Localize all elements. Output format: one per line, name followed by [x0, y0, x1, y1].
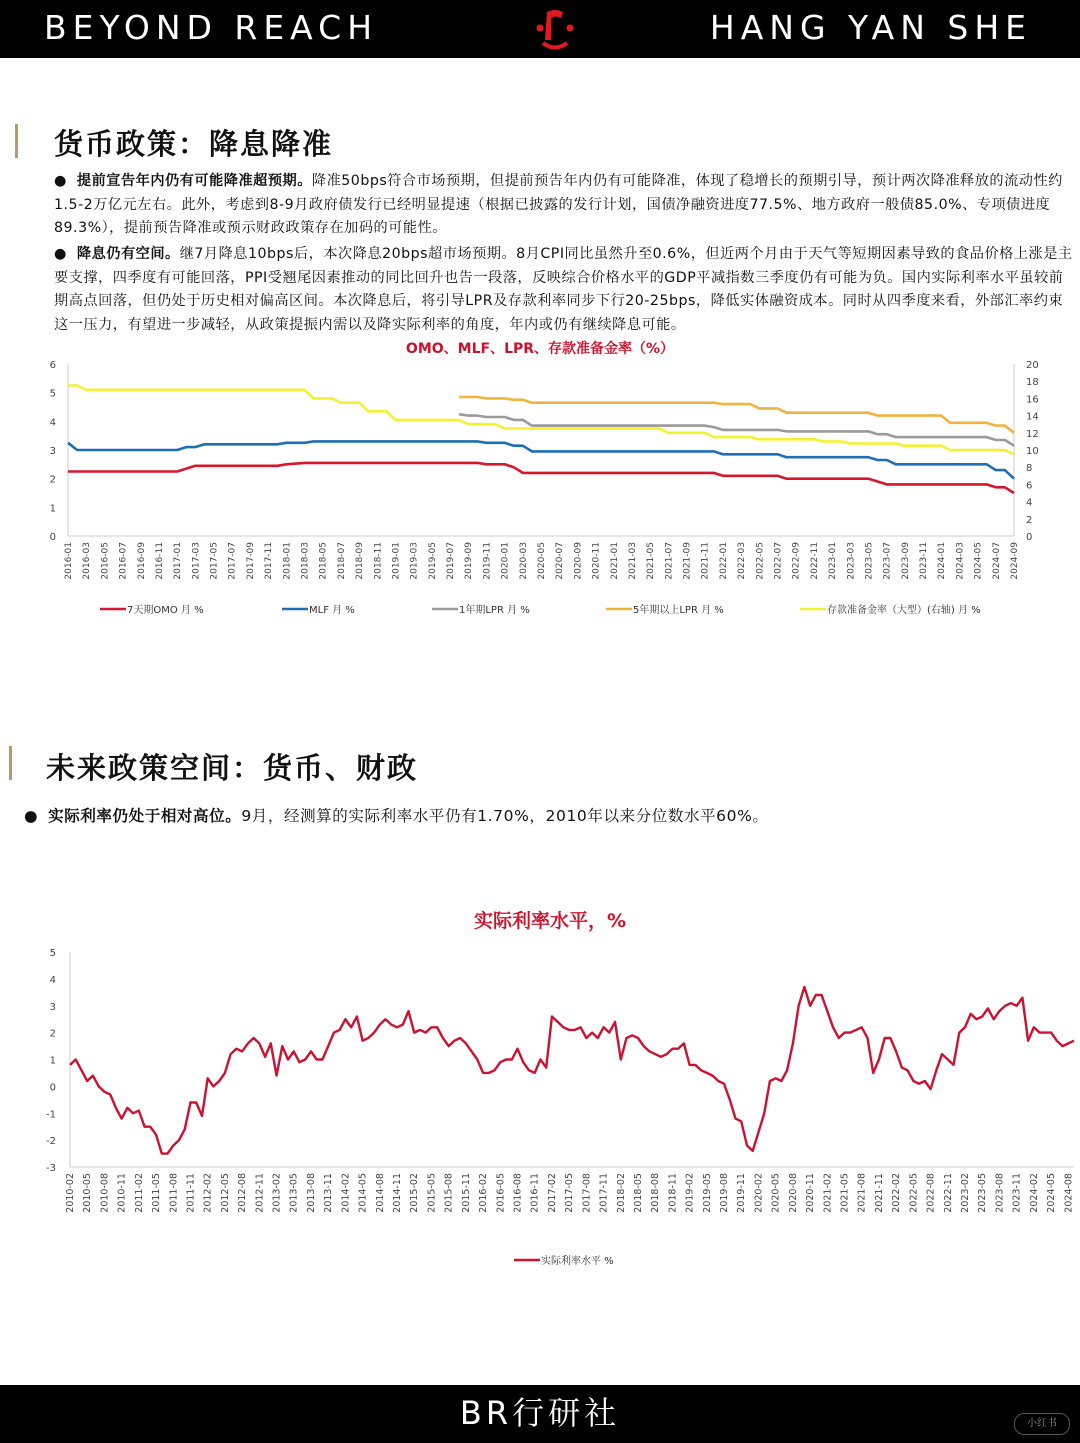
chart2-ytick-label: 2 [49, 1028, 56, 1040]
chart1-xtick-label: 2016-07 [118, 542, 129, 580]
section2-p-body: 9月，经测算的实际利率水平仍有1.70%，2010年以来分位数水平60%。 [241, 807, 769, 825]
chart2-xtick-label: 2013-11 [323, 1173, 335, 1213]
chart1-y2tick-label: 8 [1026, 463, 1033, 475]
chart2-xtick-label: 2018-11 [667, 1173, 679, 1213]
section1-paragraph-2 [54, 243, 1076, 337]
chart2-xtick-label: 2010-11 [116, 1173, 128, 1213]
chart2-xtick-label: 2010-08 [99, 1173, 111, 1213]
chart2-xtick-label: 2019-05 [701, 1173, 713, 1213]
chart1-xtick-label: 2018-03 [300, 542, 311, 580]
chart1-xtick-label: 2020-11 [591, 542, 602, 580]
chart2-xtick-label: 2012-11 [254, 1173, 266, 1213]
chart2-xtick-label: 2017-05 [564, 1173, 576, 1213]
chart1-xtick-label: 2020-07 [555, 542, 566, 580]
chart1-y2tick-label: 2 [1026, 514, 1033, 526]
section-title-accent [9, 746, 12, 780]
chart1-xtick-label: 2024-05 [973, 542, 984, 580]
section1-title: 货币政策：降息降准 [54, 127, 334, 161]
section1-p1-lead: 提前宣告年内仍有可能降准超预期。 [76, 173, 312, 189]
brand-left: BEYOND REACH [44, 8, 379, 47]
chart1-xtick-label: 2023-09 [900, 542, 911, 580]
chart2-xtick-label: 2011-11 [185, 1173, 197, 1213]
chart1-xtick-label: 2016-11 [154, 542, 165, 580]
chart2-ytick-label: 5 [49, 948, 56, 959]
chart2-xtick-label: 2022-02 [891, 1173, 903, 1213]
chart2-xtick-label: 2013-05 [288, 1173, 300, 1213]
chart1-y2tick-label: 10 [1026, 446, 1039, 457]
chart1-legend-label: 7天期OMO 月 % [127, 605, 204, 616]
footer-text: BR行研社 [459, 1394, 621, 1432]
chart1-xtick-label: 2019-05 [427, 542, 438, 580]
chart1-xtick-label: 2017-07 [227, 542, 238, 580]
chart2-xtick-label: 2015-05 [426, 1173, 438, 1213]
section1-p2-body: 继7月降息10bps后，本次降息20bps超市场预期。8月CPI同比虽然升至0.6%，但近两个月由于天气等短期因素导致的食品价格上涨是主要支撑，四季度有可能回落，PPI受翘尾因素推动的同比回升也告一段落，反映综合价格水平的GDP平减指数三季度仍有可能为负。国内实际利率水平虽较前期高点回落，但仍处于历史相对偏高区间。本次降息后，将引导LPR及存款利率同步下行20-25bps，降低实体融资成本。同时从四季度来看，外部汇率约束这一压力，有望进一步减轻，从政策提振内需以及降实际利率的角度，年内或仍有继续降息可能。 [54, 246, 1073, 333]
chart2-xtick-label: 2024-02 [1028, 1173, 1040, 1213]
chart1-policy-rates [0, 352, 1080, 627]
chart1-xtick-label: 2022-11 [809, 542, 820, 580]
chart2-real-rate [0, 940, 1080, 1280]
chart2-xtick-label: 2014-02 [340, 1173, 352, 1213]
chart1-xtick-label: 2022-01 [718, 542, 729, 580]
chart1-xtick-label: 2018-11 [373, 542, 384, 580]
chart1-ytick-label: 1 [49, 503, 56, 515]
chart2-ytick-label: 1 [49, 1055, 56, 1067]
chart1-xtick-label: 2019-09 [464, 542, 475, 580]
chart1-xtick-label: 2023-03 [846, 542, 857, 580]
chart1-xtick-label: 2023-07 [882, 542, 893, 580]
chart1-xtick-label: 2021-05 [646, 542, 657, 580]
chart2-xtick-label: 2024-05 [1046, 1173, 1058, 1213]
chart2-xtick-label: 2020-08 [787, 1173, 799, 1213]
chart1-xtick-label: 2018-09 [355, 542, 366, 580]
chart2-xtick-label: 2010-05 [82, 1173, 94, 1213]
chart1-xtick-label: 2017-01 [173, 542, 184, 580]
chart1-title: OMO、MLF、LPR、存款准备金率（%） [405, 341, 675, 357]
chart2-xtick-label: 2014-08 [374, 1173, 386, 1213]
chart2-ytick-label: 3 [49, 1001, 56, 1013]
chart2-xtick-label: 2014-11 [392, 1173, 404, 1213]
chart2-xtick-label: 2016-08 [512, 1173, 524, 1213]
chart1-legend-label: 1年期LPR 月 % [459, 605, 530, 616]
chart1-xtick-label: 2018-01 [282, 542, 293, 580]
chart2-xtick-label: 2023-05 [977, 1173, 989, 1213]
chart2-xtick-label: 2015-02 [409, 1173, 421, 1213]
chart2-xtick-label: 2016-11 [529, 1173, 541, 1213]
bullet-icon: ● [54, 173, 67, 189]
watermark-badge: 小红书 [1014, 1413, 1070, 1435]
chart1-legend-label: 5年期以上LPR 月 % [633, 605, 724, 616]
section1-paragraph-1 [54, 170, 1076, 241]
chart1-xtick-label: 2022-09 [791, 542, 802, 580]
chart2-xtick-label: 2013-02 [271, 1173, 283, 1213]
chart1-y2tick-label: 20 [1026, 360, 1039, 371]
chart1-y2tick-label: 4 [1026, 497, 1033, 509]
chart1-y2tick-label: 16 [1026, 394, 1039, 406]
chart1-xtick-label: 2024-09 [1010, 542, 1020, 580]
chart2-xtick-label: 2015-08 [443, 1173, 455, 1213]
chart1-ytick-label: 4 [49, 417, 56, 429]
section1-p1-body: 降准50bps符合市场预期，但提前预告年内仍有可能降准，体现了稳增长的预期引导，预计两次降准释放的流动性约1.5-2万亿元左右。此外，考虑到8-9月政府债发行已经明显提速（根据已披露的发行计划，国债净融资进度77.5%、地方政府一般债85.0%、专项债进度89.3%），提前预告降准或预示财政政策存在加码的可能性。 [54, 173, 1063, 236]
chart2-ytick-label: -3 [46, 1163, 56, 1174]
chart2-xtick-label: 2010-02 [65, 1173, 76, 1213]
chart1-ytick-label: 0 [49, 532, 56, 543]
chart1-xtick-label: 2020-03 [518, 542, 529, 580]
chart2-xtick-label: 2016-05 [495, 1173, 507, 1213]
chart2-xtick-label: 2011-08 [168, 1173, 180, 1213]
chart2-xtick-label: 2021-05 [839, 1173, 851, 1213]
section1-p2-lead: 降息仍有空间。 [76, 246, 180, 262]
chart1-series-line-2 [459, 414, 1014, 446]
chart1-xtick-label: 2024-07 [991, 541, 1002, 580]
chart1-y2tick-label: 0 [1026, 532, 1033, 543]
chart2-xtick-label: 2020-05 [770, 1173, 782, 1213]
chart1-xtick-label: 2016-09 [136, 542, 147, 580]
chart1-xtick-label: 2022-05 [755, 542, 766, 580]
chart1-legend-label: 存款准备金率（大型）(右轴) 月 % [827, 605, 981, 616]
chart1-xtick-label: 2019-07 [446, 542, 457, 580]
chart2-xtick-label: 2011-02 [133, 1173, 145, 1213]
chart2-xtick-label: 2023-02 [959, 1173, 971, 1213]
chart1-y2tick-label: 6 [1026, 480, 1033, 492]
chart1-ytick-label: 3 [49, 446, 56, 457]
chart1-xtick-label: 2019-01 [391, 542, 402, 580]
chart1-legend-label: MLF 月 % [309, 605, 355, 616]
chart1-xtick-label: 2021-07 [664, 542, 675, 580]
chart2-legend-label: 实际利率水平 % [541, 1256, 614, 1267]
chart2-series-line [70, 987, 1074, 1154]
bullet-icon: ● [24, 807, 39, 825]
chart2-xtick-label: 2016-02 [478, 1173, 490, 1213]
chart2-xtick-label: 2020-11 [805, 1173, 817, 1213]
chart1-xtick-label: 2019-03 [409, 542, 420, 580]
section2-p-lead: 实际利率仍处于相对高位。 [48, 807, 242, 825]
chart2-xtick-label: 2023-11 [1011, 1173, 1023, 1213]
chart1-xtick-label: 2022-07 [773, 542, 784, 580]
chart2-xtick-label: 2022-08 [925, 1173, 937, 1213]
chart2-xtick-label: 2018-02 [615, 1173, 627, 1213]
chart1-y2tick-label: 14 [1026, 411, 1039, 423]
chart1-xtick-label: 2019-11 [482, 542, 493, 580]
section-title-accent [15, 124, 18, 158]
chart1-xtick-label: 2020-01 [500, 542, 511, 580]
chart1-xtick-label: 2021-11 [700, 542, 711, 580]
chart2-xtick-label: 2018-08 [650, 1173, 662, 1213]
chart1-xtick-label: 2024-03 [955, 542, 966, 580]
section2-title: 未来政策空间：货币、财政 [46, 751, 419, 785]
chart1-xtick-label: 2016-05 [100, 542, 111, 580]
chart2-xtick-label: 2014-05 [357, 1173, 369, 1213]
chart1-xtick-label: 2021-01 [609, 542, 620, 580]
chart1-xtick-label: 2021-03 [627, 542, 638, 580]
chart2-ytick-label: -1 [46, 1109, 56, 1121]
chart1-xtick-label: 2020-05 [537, 542, 547, 580]
chart2-xtick-label: 2023-08 [994, 1173, 1006, 1213]
chart1-xtick-label: 2021-09 [682, 542, 693, 580]
chart1-xtick-label: 2018-07 [336, 542, 347, 580]
top-bar [0, 0, 1080, 58]
chart2-xtick-label: 2012-02 [202, 1173, 214, 1213]
chart2-xtick-label: 2011-05 [151, 1173, 163, 1213]
chart1-xtick-label: 2017-09 [245, 542, 256, 580]
chart2-xtick-label: 2019-11 [736, 1173, 748, 1213]
chart2-xtick-label: 2012-05 [219, 1173, 231, 1213]
brand-right: HANG YAN SHE [709, 8, 1032, 47]
chart1-xtick-label: 2022-03 [737, 542, 748, 580]
chart2-ytick-label: 0 [49, 1082, 56, 1094]
chart2-xtick-label: 2021-08 [856, 1173, 868, 1213]
chart1-ytick-label: 5 [49, 388, 56, 400]
chart2-xtick-label: 2012-08 [237, 1173, 249, 1213]
chart2-xtick-label: 2017-08 [581, 1173, 593, 1213]
chart2-xtick-label: 2019-02 [684, 1173, 696, 1213]
chart2-xtick-label: 2015-11 [460, 1173, 472, 1213]
chart2-ytick-label: 4 [49, 974, 56, 986]
chart1-xtick-label: 2017-03 [191, 542, 202, 580]
chart1-ytick-label: 2 [49, 474, 56, 486]
chart1-series-line-0 [68, 463, 1014, 493]
chart1-xtick-label: 2023-01 [828, 542, 839, 580]
chart2-xtick-label: 2018-05 [632, 1173, 644, 1213]
chart2-xtick-label: 2019-08 [719, 1173, 731, 1213]
section2-paragraph [24, 804, 1064, 828]
bullet-icon: ● [54, 246, 67, 262]
chart1-xtick-label: 2023-11 [919, 542, 930, 580]
chart1-y2tick-label: 12 [1026, 428, 1039, 440]
chart1-xtick-label: 2023-05 [864, 542, 875, 580]
chart1-xtick-label: 2024-01 [937, 542, 948, 580]
chart2-xtick-label: 2017-02 [546, 1173, 558, 1213]
chart2-title: 实际利率水平，% [473, 910, 627, 932]
chart2-xtick-label: 2022-05 [908, 1173, 920, 1213]
brand-logo-icon [533, 6, 577, 52]
chart2-xtick-label: 2020-02 [753, 1173, 765, 1213]
chart1-xtick-label: 2018-05 [318, 542, 329, 580]
chart2-xtick-label: 2013-08 [305, 1173, 317, 1213]
chart1-xtick-label: 2017-05 [209, 542, 220, 580]
chart1-xtick-label: 2016-03 [82, 542, 93, 580]
chart1-xtick-label: 2017-11 [264, 542, 275, 580]
chart2-xtick-label: 2017-11 [598, 1173, 610, 1213]
chart2-xtick-label: 2021-11 [873, 1173, 885, 1213]
bottom-bar [0, 1385, 1080, 1443]
chart1-xtick-label: 2016-01 [64, 542, 74, 580]
chart2-xtick-label: 2024-08 [1063, 1173, 1075, 1213]
chart2-xtick-label: 2021-02 [822, 1173, 834, 1213]
chart1-ytick-label: 6 [49, 360, 56, 371]
chart1-y2tick-label: 18 [1026, 377, 1039, 389]
chart2-xtick-label: 2022-11 [942, 1173, 954, 1213]
chart2-ytick-label: -2 [46, 1136, 56, 1148]
chart1-xtick-label: 2020-09 [573, 542, 584, 580]
